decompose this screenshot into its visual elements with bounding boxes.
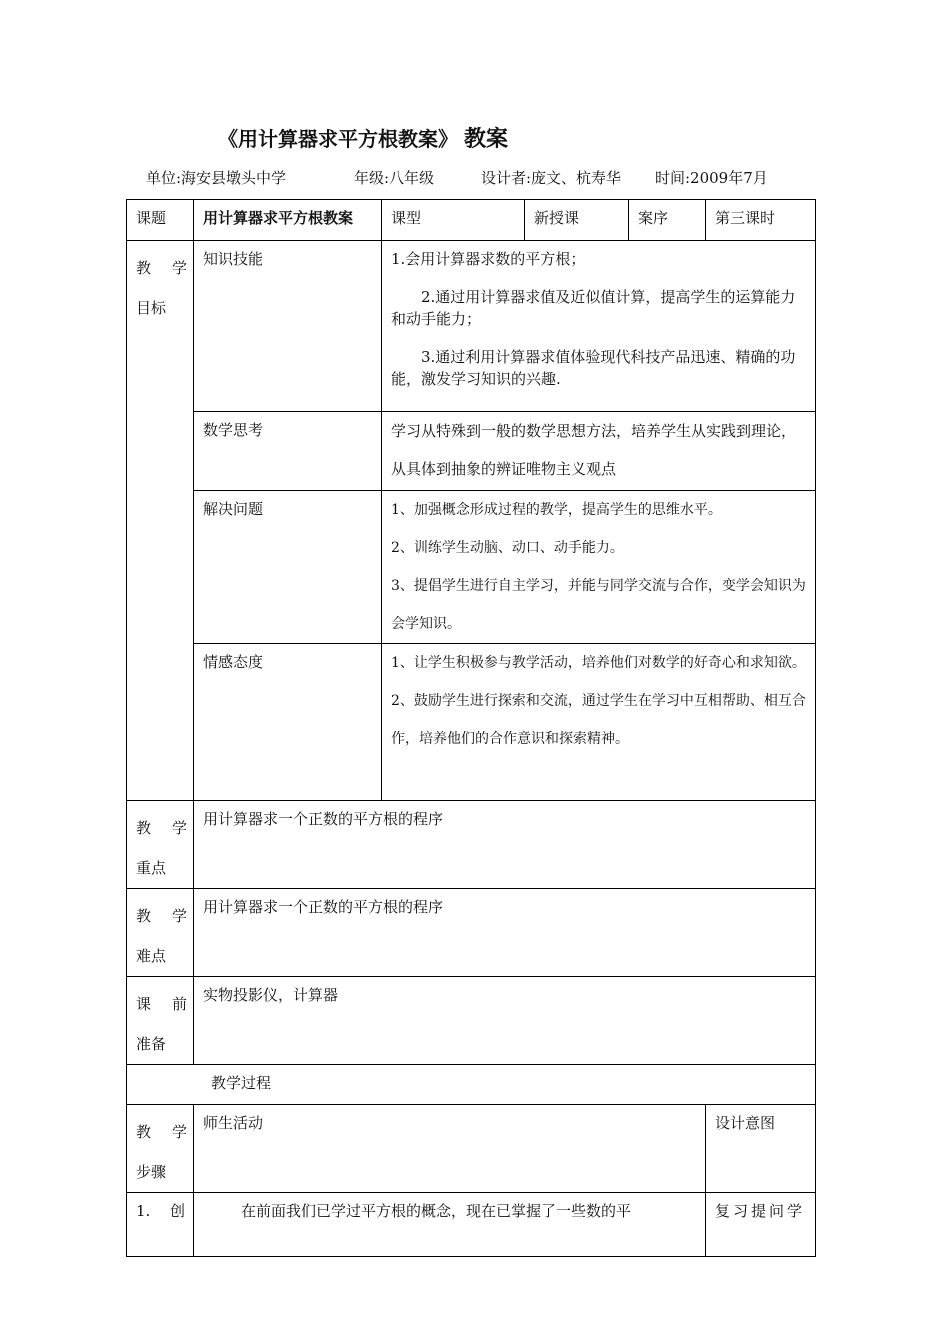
lesson-plan-table: [126, 199, 816, 1257]
problem-content: [382, 491, 815, 643]
goals-side-label: 教 学 目标: [136, 259, 187, 317]
problem-item: 1、加强概念形成过程的教学，提高学生的思维水平。: [391, 502, 722, 518]
type-value: 新授课: [534, 209, 580, 227]
step1-label: 1. 创: [136, 1202, 185, 1220]
problem-item: 2、训练学生动脑、动口、动手能力。: [391, 540, 624, 556]
meta-unit: 单位:海安县墩头中学: [146, 169, 287, 187]
emotion-content: [382, 644, 815, 758]
prep-content: 实物投影仪，计算器: [203, 986, 339, 1004]
prep-side-label: 课 前 准备: [136, 995, 187, 1053]
type-label: 课型: [391, 209, 422, 227]
thinking-content: 学习从特殊到一般的数学思想方法，培养学生从实践到理论，从具体到抽象的辨证唯物主义观点: [391, 422, 797, 478]
meta-time: 时间:2009年7月: [655, 169, 768, 187]
order-value: 第三课时: [715, 209, 776, 227]
step1-intent: 复习提问学: [715, 1202, 806, 1220]
meta-grade: 年级:八年级: [354, 169, 435, 187]
emotion-label: 情感态度: [203, 653, 264, 671]
document-title: [218, 122, 508, 153]
steps-header-row: [127, 1105, 816, 1193]
prep-row: [127, 977, 816, 1065]
intent-header: 设计意图: [715, 1114, 776, 1132]
knowledge-item: 2.通过用计算器求值及近似值计算，提高学生的运算能力和动手能力；: [391, 288, 796, 328]
activity-header: 师生活动: [203, 1114, 264, 1132]
header-row: [127, 200, 816, 241]
step1-activity: 在前面我们已学过平方根的概念，现在已掌握了一些数的平: [241, 1202, 632, 1220]
knowledge-label: 知识技能: [203, 250, 264, 268]
order-label: 案序: [638, 209, 669, 227]
goals-thinking-row: [127, 412, 816, 491]
goals-problem-row: [127, 491, 816, 644]
meta-designer: 设计者:庞文、杭寿华: [481, 169, 622, 187]
key-row: [127, 801, 816, 889]
knowledge-item: 3.通过利用计算器求值体验现代科技产品迅速、精确的功能，激发学习知识的兴趣.: [391, 348, 796, 388]
steps-side-label: 教 学 步骤: [136, 1123, 187, 1181]
knowledge-item: 1.会用计算器求数的平方根；: [391, 250, 586, 268]
goals-emotion-row: [127, 644, 816, 801]
difficulty-side-label: 教 学 难点: [136, 907, 187, 965]
emotion-item: 1、让学生积极参与教学活动，培养他们对数学的好奇心和求知欲。: [391, 655, 806, 671]
process-title: 教学过程: [211, 1074, 272, 1092]
topic-label: 课题: [136, 209, 167, 227]
difficulty-row: [127, 889, 816, 977]
title-suffix: 教案: [464, 127, 509, 152]
step1-row: [127, 1193, 816, 1257]
topic-value: 用计算器求平方根教案: [203, 209, 354, 227]
title-text: 《用计算器求平方根教案》: [218, 127, 458, 151]
knowledge-content: [382, 241, 815, 390]
key-content: 用计算器求一个正数的平方根的程序: [203, 810, 444, 828]
problem-item: 3、提倡学生进行自主学习，并能与同学交流与合作，变学会知识为会学知识。: [391, 578, 806, 632]
thinking-label: 数学思考: [203, 421, 264, 439]
goals-knowledge-row: [127, 241, 816, 412]
problem-label: 解决问题: [203, 500, 264, 518]
emotion-item: 2、鼓励学生进行探索和交流，通过学生在学习中互相帮助、相互合作，培养他们的合作意识和探索精神。: [391, 693, 806, 747]
key-side-label: 教 学 重点: [136, 819, 187, 877]
difficulty-content: 用计算器求一个正数的平方根的程序: [203, 898, 444, 916]
process-title-row: [127, 1065, 816, 1105]
